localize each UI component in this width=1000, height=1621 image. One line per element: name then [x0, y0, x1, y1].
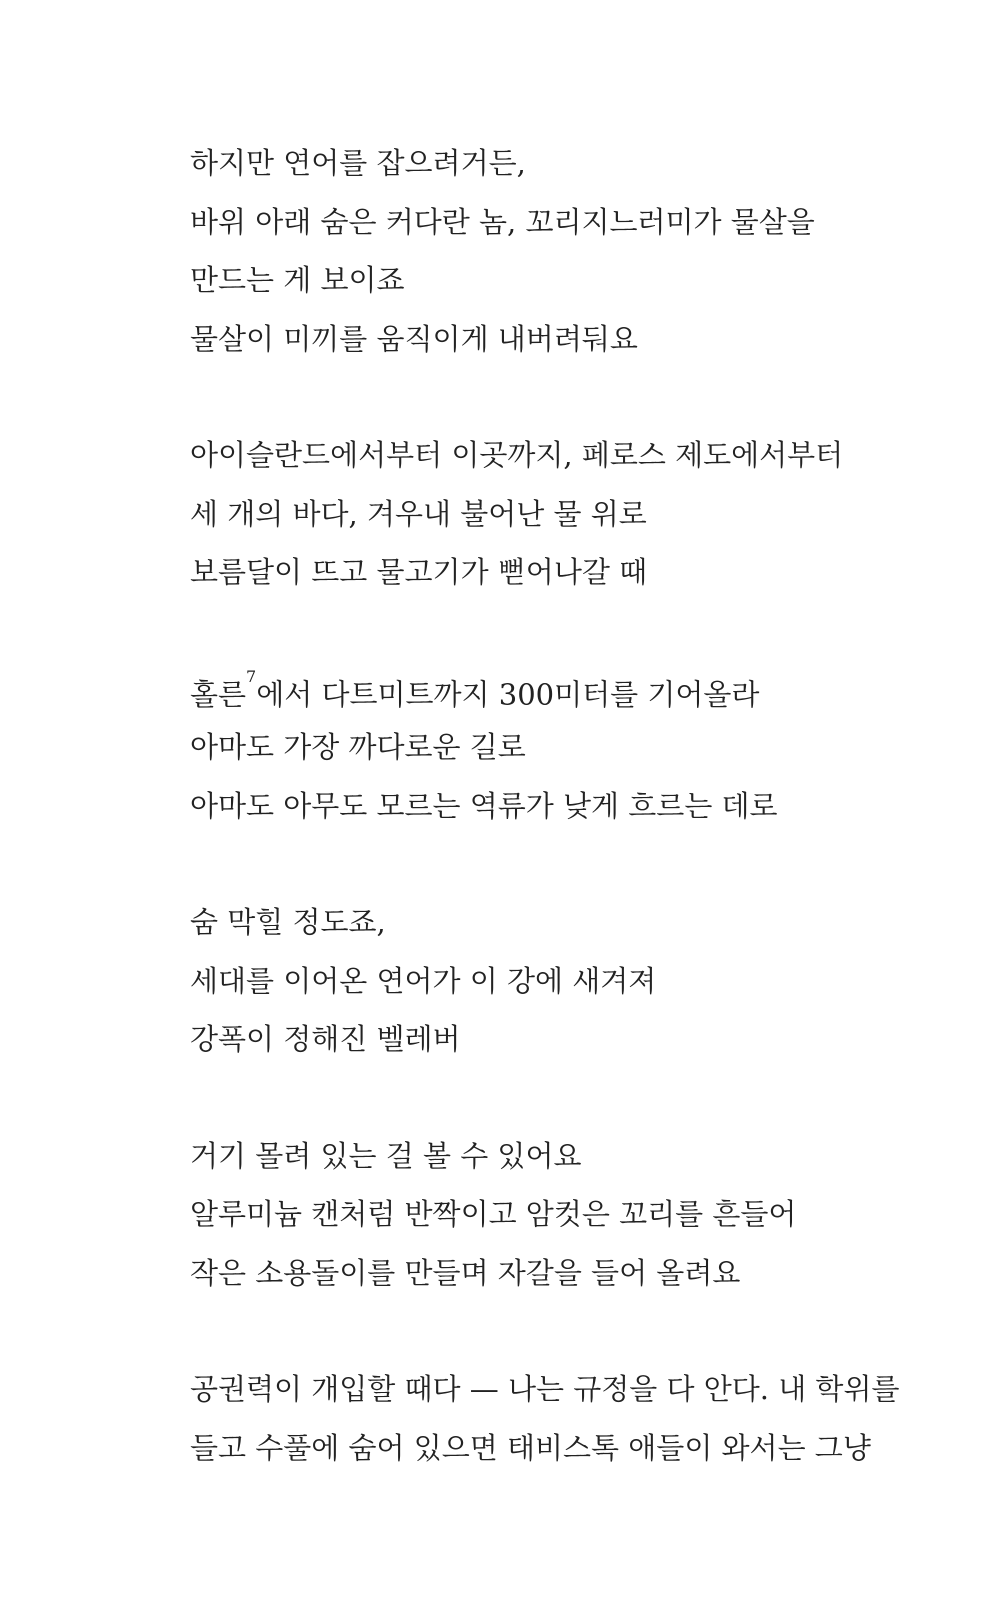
poem-line: 작은 소용돌이를 만들며 자갈을 들어 올려요: [190, 1255, 741, 1290]
stanza-3: [190, 660, 970, 836]
stanza-2: [190, 426, 970, 602]
poem-line: 하지만 연어를 잡으려거든,: [190, 146, 526, 180]
poem-line-with-footnote: [190, 660, 970, 719]
poem-line: 숨 막힐 정도죠,: [190, 905, 386, 939]
poem-line: 들고 수풀에 숨어 있으면 태비스톡 애들이 와서는 그냥: [190, 1430, 871, 1465]
poem-line: 알루미늄 캔처럼 반짝이고 암컷은 꼬리를 흔들어: [190, 1197, 797, 1231]
poem-line: 아마도 아무도 모르는 역류가 낮게 흐르는 데로: [190, 788, 778, 823]
poem-line: 물살이 미끼를 움직이게 내버려둬요: [190, 321, 638, 356]
poem-line: 세대를 이어온 연어가 이 강에 새겨져: [190, 963, 657, 998]
poem-line: 보름달이 뜨고 물고기가 뻗어나갈 때: [190, 555, 648, 589]
poem-line: 공권력이 개입할 때다 — 나는 규정을 다 안다. 내 학위를: [190, 1372, 900, 1406]
poem-line: 바위 아래 숨은 커다란 놈, 꼬리지느러미가 물살을: [190, 204, 815, 239]
stanza-5: [190, 1127, 970, 1303]
line-text: 에서 다트미트까지 300미터를 기어올라: [256, 677, 760, 712]
poem-line: 세 개의 바다, 겨우내 불어난 물 위로: [190, 496, 647, 531]
stanza-6: [190, 1360, 970, 1477]
poem-line: 만드는 게 보이죠: [190, 263, 405, 297]
poem-text: [190, 134, 970, 1535]
poem-line: 강폭이 정해진 벨레버: [190, 1022, 461, 1056]
footnote-marker[interactable]: 7: [246, 666, 257, 686]
poem-line: 거기 몰려 있는 걸 볼 수 있어요: [190, 1138, 582, 1173]
stanza-4: [190, 893, 970, 1069]
poem-line: 아이슬란드에서부터 이곳까지, 페로스 제도에서부터: [190, 438, 844, 472]
stanza-1: [190, 134, 970, 368]
poem-line: 아마도 가장 까다로운 길로: [190, 730, 526, 764]
line-text: 홀른: [190, 677, 247, 712]
